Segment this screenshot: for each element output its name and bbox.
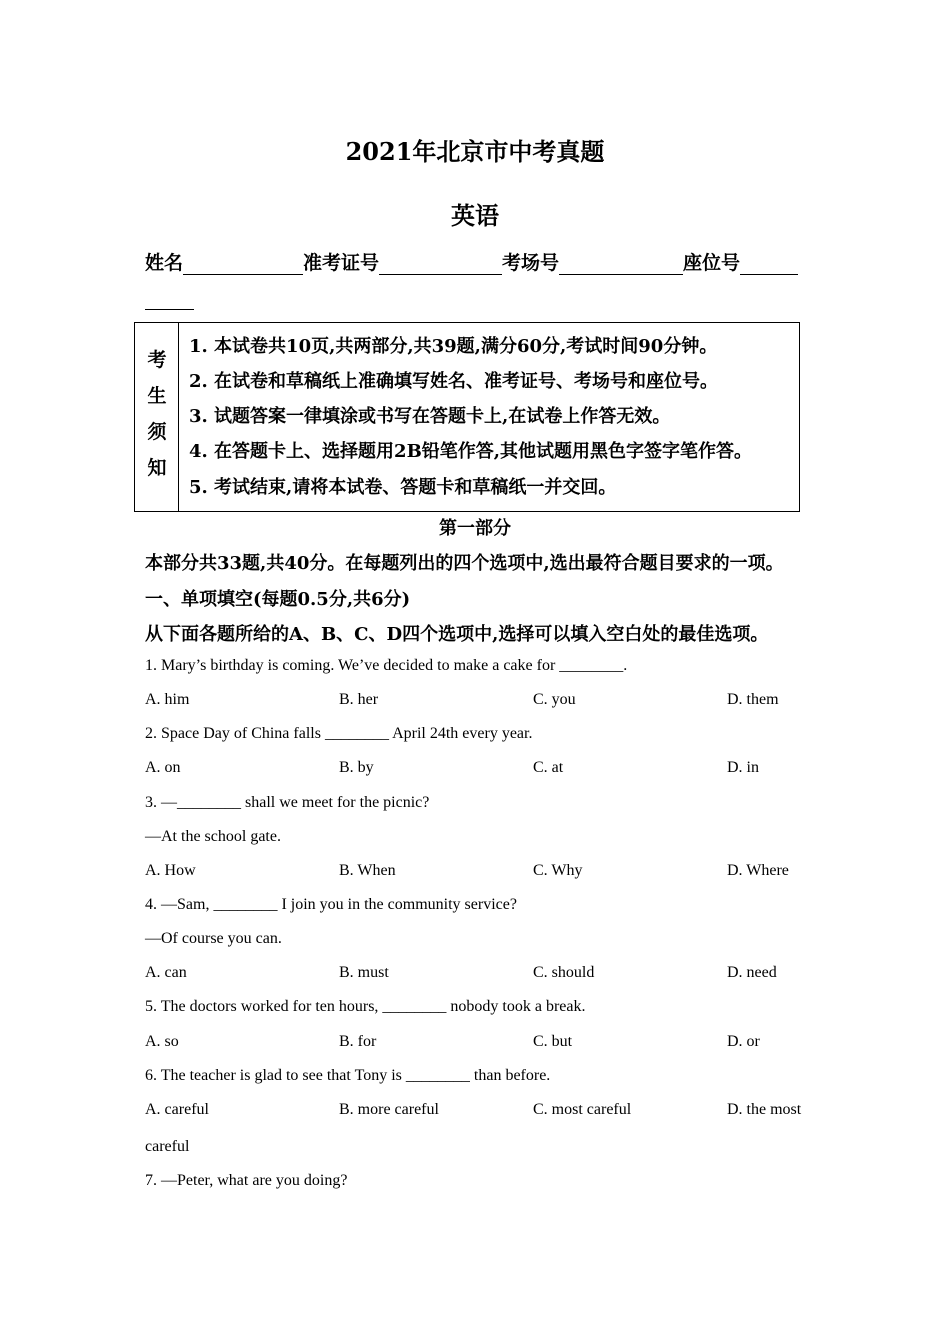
option-c: C. but bbox=[533, 1033, 573, 1050]
option-b: B. her bbox=[339, 691, 379, 708]
question-text: 2. Space Day of China falls ________ April 24th every year. bbox=[145, 725, 533, 742]
seat-label: 座位号 bbox=[683, 252, 741, 274]
exam-title: 2021年北京市中考真题 bbox=[345, 137, 605, 166]
room-label: 考场号 bbox=[502, 252, 560, 274]
option-a: A. him bbox=[145, 691, 190, 708]
question-text: 1. Mary’s birthday is coming. We’ve decided to make a cake for ________. bbox=[145, 657, 628, 674]
option-d: D. in bbox=[727, 759, 759, 776]
question-text: 6. The teacher is glad to see that Tony is ________ than before. bbox=[145, 1067, 551, 1084]
option-c: C. you bbox=[533, 691, 576, 708]
section-heading: 一、单项填空(每题0.5分,共6分) bbox=[145, 589, 411, 610]
candidate-info-line bbox=[145, 248, 798, 275]
option-c: C. should bbox=[533, 964, 595, 981]
notice-label-char: 须 bbox=[147, 421, 167, 443]
seat-blank-continuation bbox=[145, 293, 194, 310]
notice-label-char: 考 bbox=[147, 349, 167, 371]
option-c: C. Why bbox=[533, 862, 583, 879]
seat-blank bbox=[740, 254, 798, 275]
question-reply: —Of course you can. bbox=[145, 930, 282, 947]
option-d: D. or bbox=[727, 1033, 760, 1050]
option-a: A. How bbox=[145, 862, 196, 879]
question-reply: —At the school gate. bbox=[145, 828, 281, 845]
option-a: A. can bbox=[145, 964, 187, 981]
notice-item: 5. 考试结束,请将本试卷、答题卡和草稿纸一并交回。 bbox=[189, 477, 617, 498]
option-a: A. careful bbox=[145, 1101, 209, 1118]
notice-item: 1. 本试卷共10页,共两部分,共39题,满分60分,考试时间90分钟。 bbox=[189, 336, 718, 357]
option-b: B. by bbox=[339, 759, 374, 776]
question-text: 5. The doctors worked for ten hours, ________ nobody took a break. bbox=[145, 998, 586, 1015]
notice-item: 4. 在答题卡上、选择题用2B铅笔作答,其他试题用黑色字签字笔作答。 bbox=[189, 441, 753, 462]
notice-label-column bbox=[135, 323, 179, 511]
option-b: B. for bbox=[339, 1033, 377, 1050]
notice-label-char: 生 bbox=[147, 385, 167, 407]
option-d: D. Where bbox=[727, 862, 789, 879]
name-blank bbox=[183, 254, 303, 275]
room-blank bbox=[559, 254, 683, 275]
question-text: 7. —Peter, what are you doing? bbox=[145, 1172, 348, 1189]
option-d: D. need bbox=[727, 964, 777, 981]
candidate-notice-box bbox=[134, 322, 800, 512]
question-text: 4. —Sam, ________ I join you in the community service? bbox=[145, 896, 517, 913]
option-c: C. most careful bbox=[533, 1101, 632, 1118]
part-intro: 本部分共33题,共40分。在每题列出的四个选项中,选出最符合题目要求的一项。 bbox=[145, 553, 784, 574]
question-text: 3. —________ shall we meet for the picnic? bbox=[145, 794, 430, 811]
option-b: B. When bbox=[339, 862, 396, 879]
option-d: D. them bbox=[727, 691, 779, 708]
option-a: A. on bbox=[145, 759, 181, 776]
subject-title: 英语 bbox=[451, 201, 499, 230]
notice-label-char: 知 bbox=[147, 457, 167, 479]
option-b: B. more careful bbox=[339, 1101, 439, 1118]
notice-item: 2. 在试卷和草稿纸上准确填写姓名、准考证号、考场号和座位号。 bbox=[189, 371, 719, 392]
option-a: A. so bbox=[145, 1033, 179, 1050]
exam-id-label: 准考证号 bbox=[303, 252, 380, 274]
name-label: 姓名 bbox=[145, 252, 184, 274]
part-title: 第一部分 bbox=[439, 518, 511, 539]
notice-item: 3. 试题答案一律填涂或书写在答题卡上,在试卷上作答无效。 bbox=[189, 406, 671, 427]
option-d: D. the most bbox=[727, 1101, 802, 1118]
option-c: C. at bbox=[533, 759, 564, 776]
exam-id-blank bbox=[379, 254, 502, 275]
option-b: B. must bbox=[339, 964, 389, 981]
section-instruction: 从下面各题所给的A、B、C、D四个选项中,选择可以填入空白处的最佳选项。 bbox=[145, 624, 769, 645]
option-d-continuation: careful bbox=[145, 1138, 190, 1155]
